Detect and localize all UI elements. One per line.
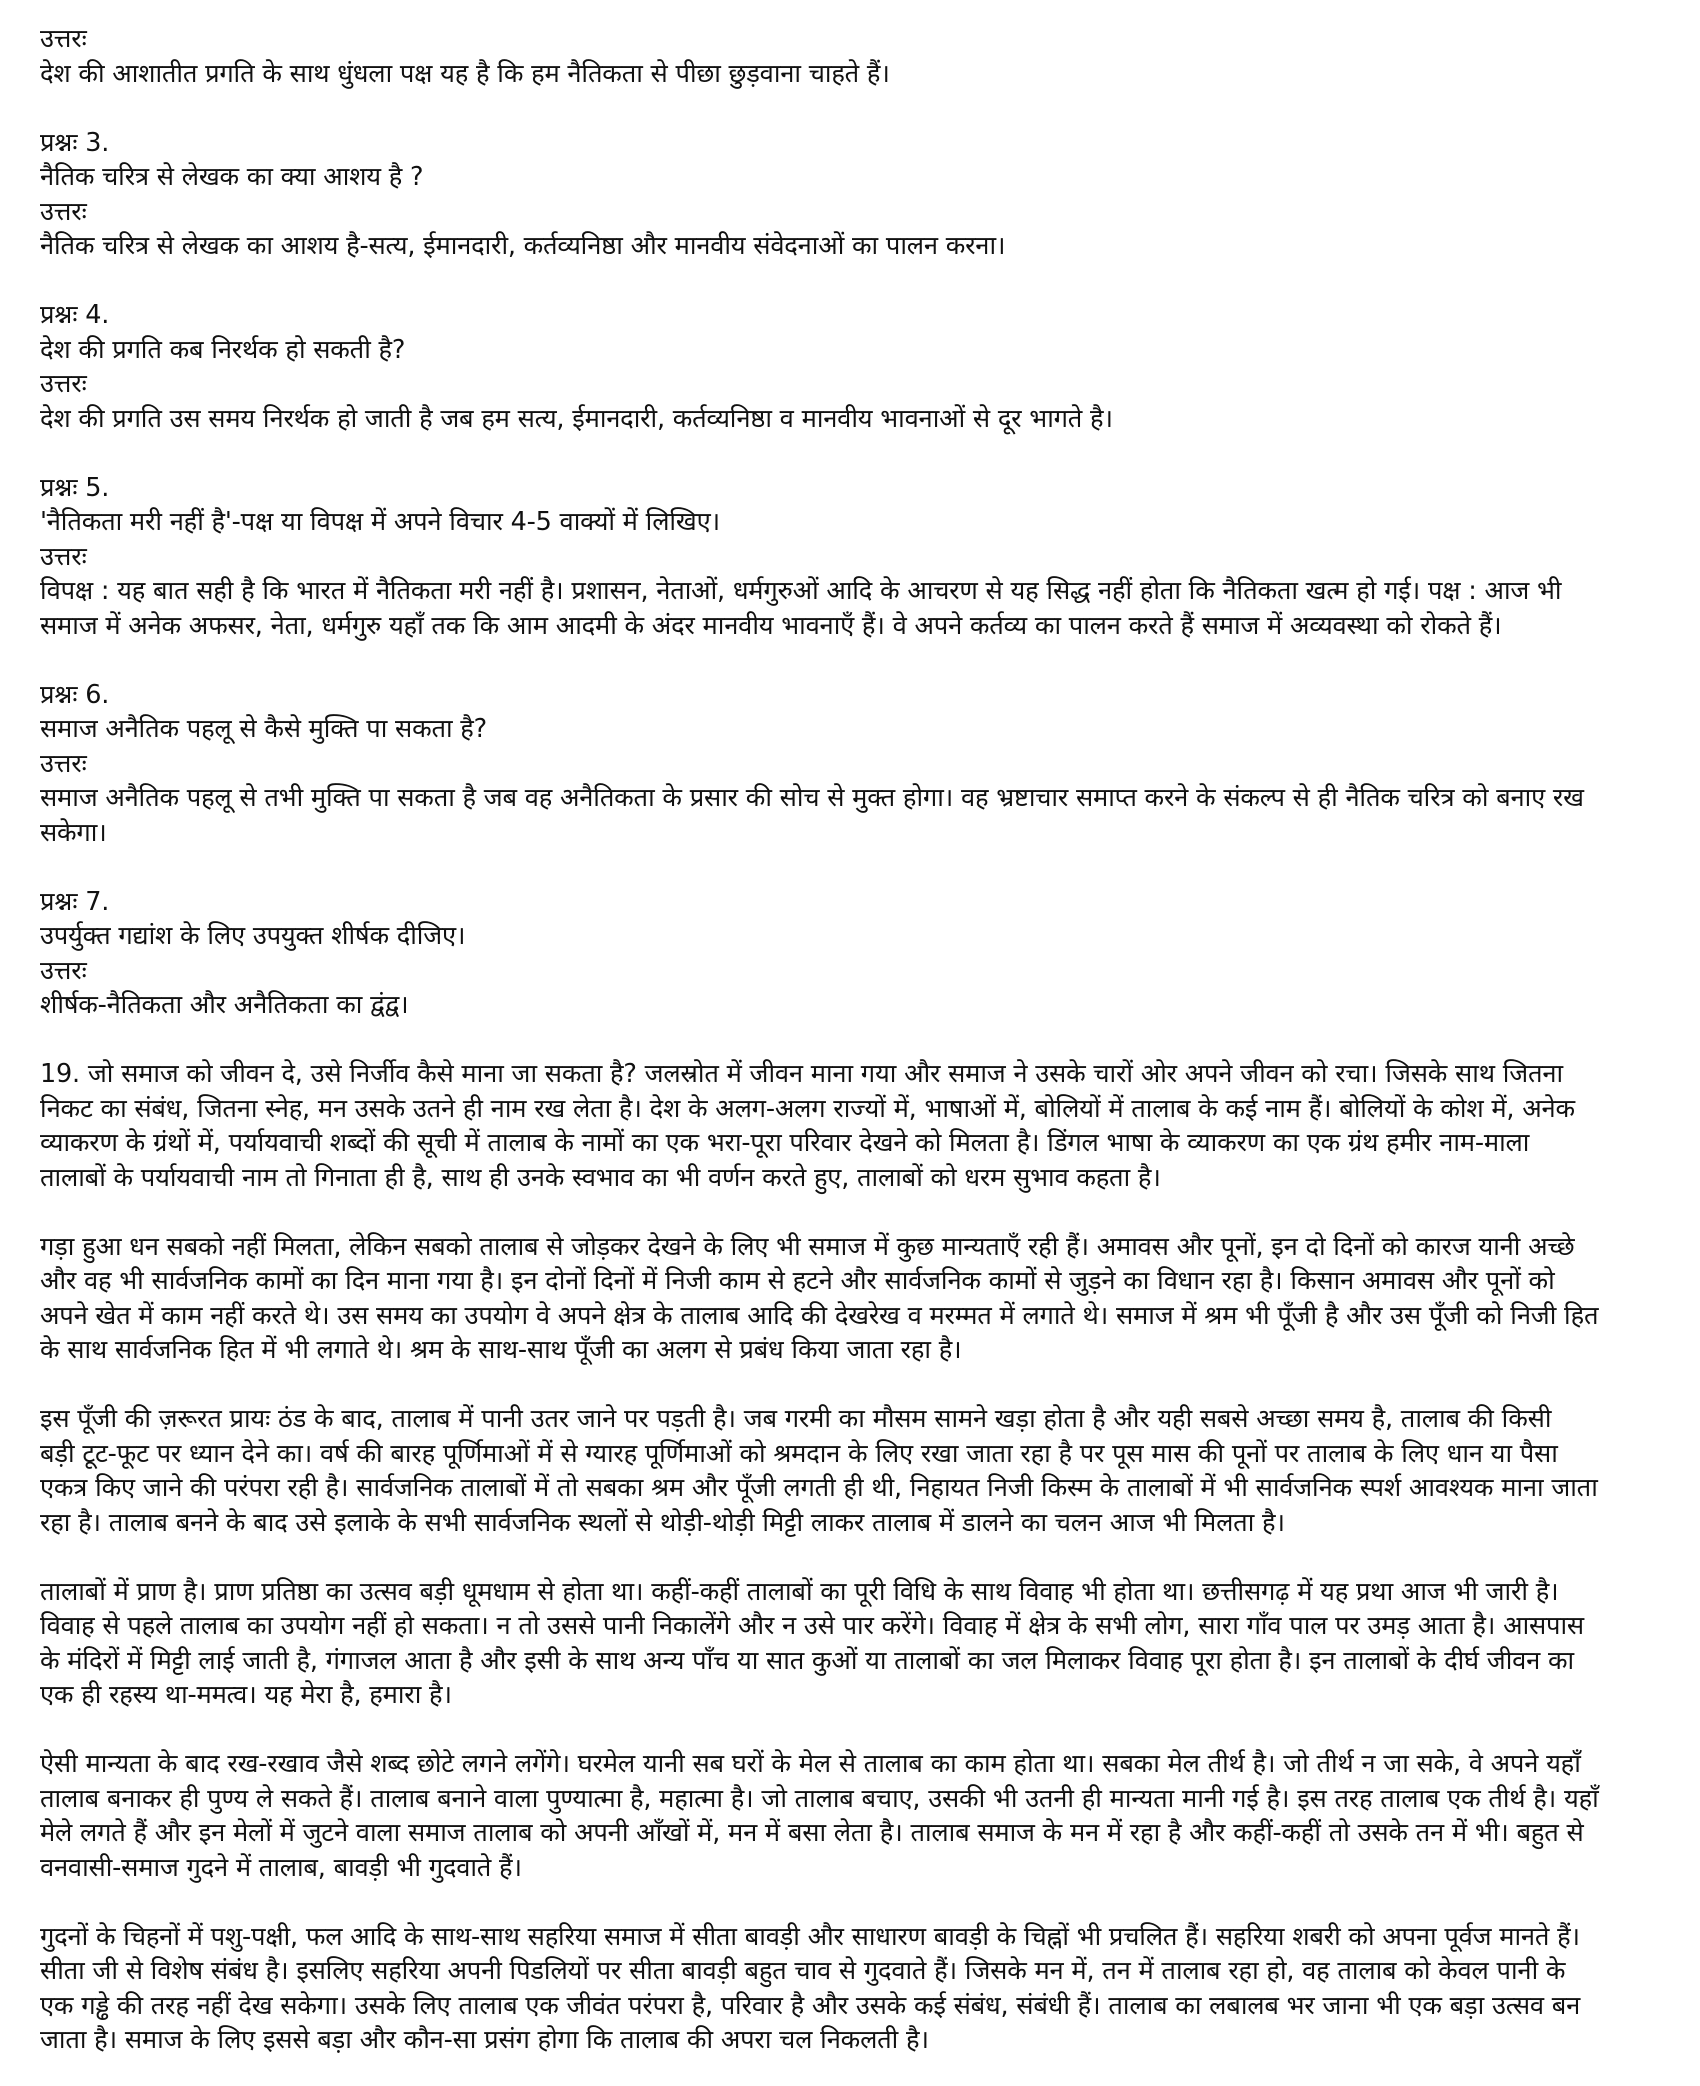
answer-label: उत्तरः <box>40 196 87 227</box>
question-number: प्रश्नः 3. <box>40 127 110 158</box>
paragraph-line: के साथ सार्वजनिक हित में भी लगाते थे। श्रम के साथ-साथ पूँजी का अलग से प्रबंध किया जाता रहा है। <box>40 1335 962 1365</box>
answer-text: समाज में अनेक अफसर, नेता, धर्मगुरु यहाँ तक कि आम आदमी के अंदर मानवीय भावनाएँ हैं। वे अपने कर्तव्य का पालन करते हैं समाज में अव्यवस्था को रोकते हैं। <box>40 610 1502 641</box>
paragraph-line: मेले लगते हैं और इन मेलों में जुटने वाला समाज तालाब को अपनी आँखों में, मन में बसा लेता है। तालाब समाज के मन में रहा है और कहीं-कहीं तो उसके तन में भी। बहुत से <box>40 1818 1584 1848</box>
paragraph-line: तालाब बनाकर ही पुण्य ले सकते हैं। तालाब बनाने वाला पुण्यात्मा है, महात्मा है। जो तालाब बचाए, उसकी भी उतनी ही मान्यता मानी गई है। इस तरह तालाब एक तीर्थ है। यहाँ <box>40 1783 1599 1814</box>
passage-paragraph-4 <box>40 1575 1652 1713</box>
answer-text: देश की प्रगति उस समय निरर्थक हो जाती है जब हम सत्य, ईमानदारी, कर्तव्यनिष्ठा व मानवीय भावनाओं से दूर भागते है। <box>40 403 1113 434</box>
answer-label: उत्तरः <box>40 24 87 54</box>
paragraph-line: 19. जो समाज को जीवन दे, उसे निर्जीव कैसे माना जा सकता है? जलस्रोत में जीवन माना गया और समाज ने उसके चारों ओर अपने जीवन को रचा। जिसके साथ जितना <box>40 1059 1563 1089</box>
paragraph-line: बड़ी टूट-फूट पर ध्यान देने का। वर्ष की बारह पूर्णिमाओं में से ग्यारह पूर्णिमाओं को श्रमदान के लिए रखा जाता रहा है पर पूस मास की पूनों पर तालाब के लिए धान या पैसा <box>40 1438 1558 1469</box>
question-number: प्रश्नः 5. <box>40 472 110 503</box>
paragraph-line: निकट का संबंध, जितना स्नेह, मन उसके उतने ही नाम रख लेता है। देश के अलग-अलग राज्यों में, भाषाओं में, बोलियों में तालाब के कई नाम हैं। बोलियों के कोश में, अनेक <box>40 1093 1575 1124</box>
paragraph-line: व्याकरण के ग्रंथों में, पर्यायवाची शब्दों की सूची में तालाब के नामों का एक भरा-पूरा परिवार देखने को मिलता है। डिंगल भाषा के व्याकरण का एक ग्रंथ हमीर नाम-माला <box>40 1128 1530 1158</box>
paragraph-line: वनवासी-समाज गुदने में तालाब, बावड़ी भी गुदवाते हैं। <box>40 1852 522 1883</box>
answer-label: उत्तरः <box>40 541 87 572</box>
paragraph-line: सीता जी से विशेष संबंध है। इसलिए सहरिया अपनी पिडलियों पर सीता बावड़ी बहुत चाव से गुदवाते हैं। जिसके मन में, तन में तालाब रहा हो, वह तालाब को केवल पानी के <box>40 1956 1566 1986</box>
passage-paragraph-1 <box>40 1057 1652 1195</box>
paragraph-line: अपने खेत में काम नहीं करते थे। उस समय का उपयोग वे अपने क्षेत्र के तालाब आदि की देखरेख व मरम्मत में लगाते थे। समाज में श्रम भी पूँजी है और उस पूँजी को निजी हित <box>40 1300 1599 1331</box>
paragraph-line: रहा है। तालाब बनने के बाद उसे इलाके के सभी सार्वजनिक स्थलों से थोड़ी-थोड़ी मिट्टी लाकर तालाब में डालने का चलन आज भी मिलता है। <box>40 1507 1285 1538</box>
paragraph-line: एकत्र किए जाने की परंपरा रही है। सार्वजनिक तालाबों में तो सबका श्रम और पूँजी लगती ही थी, निहायत निजी किस्म के तालाबों में भी सार्वजनिक स्पर्श आवश्यक माना जाता <box>40 1473 1598 1503</box>
paragraph-line: के मंदिरों में मिट्टी लाई जाती है, गंगाजल आता है और इसी के साथ अन्य पाँच या सात कुओं या तालाबों का जल मिलाकर विवाह पूरा होता है। इन तालाबों के दीर्घ जीवन का <box>40 1645 1574 1676</box>
question-block-4 <box>40 298 1652 436</box>
question-block-7 <box>40 885 1652 1023</box>
answer-label: उत्तरः <box>40 369 87 399</box>
answer-label: उत्तरः <box>40 955 87 986</box>
question-block-5 <box>40 471 1652 644</box>
answer-label: उत्तरः <box>40 748 87 779</box>
answer-text: सकेगा। <box>40 817 107 848</box>
answer-text: विपक्ष : यह बात सही है कि भारत में नैतिकता मरी नहीं है। प्रशासन, नेताओं, धर्मगुरुओं आदि के आचरण से यह सिद्ध नहीं होता कि नैतिकता खत्म हो गई। पक्ष : आज भी <box>40 576 1562 606</box>
paragraph-line: इस पूँजी की ज़रूरत प्रायः ठंड के बाद, तालाब में पानी उतर जाने पर पड़ती है। जब गरमी का मौसम सामने खड़ा होता है और यही सबसे अच्छा समय है, तालाब की किसी <box>40 1404 1552 1434</box>
question-text: देश की प्रगति कब निरर्थक हो सकती है? <box>40 334 406 365</box>
paragraph-line: तालाबों के पर्यायवाची नाम तो गिनाता ही है, साथ ही उनके स्वभाव का भी वर्णन करते हुए, तालाबों को धरम सुभाव कहता है। <box>40 1162 1161 1193</box>
question-text: 'नैतिकता मरी नहीं है'-पक्ष या विपक्ष में अपने विचार 4-5 वाक्यों में लिखिए। <box>40 507 720 537</box>
question-text: नैतिक चरित्र से लेखक का क्या आशय है ? <box>40 162 424 192</box>
passage-paragraph-6 <box>40 1920 1652 2058</box>
paragraph-line: ऐसी मान्यता के बाद रख-रखाव जैसे शब्द छोटे लगने लगेंगे। घरमेल यानी सब घरों के मेल से तालाब का काम होता था। सबका मेल तीर्थ है। जो तीर्थ न जा सके, वे अपने यहाँ <box>40 1749 1581 1779</box>
passage-paragraph-5 <box>40 1747 1652 1885</box>
paragraph-line: और वह भी सार्वजनिक कामों का दिन माना गया है। इन दोनों दिनों में निजी काम से हटने और सार्वजनिक कामों से जुड़ने का विधान रहा है। किसान अमावस और पूनों को <box>40 1266 1555 1296</box>
paragraph-line: गुदनों के चिहनों में पशु-पक्षी, फल आदि के साथ-साथ सहरिया समाज में सीता बावड़ी और साधारण बावड़ी के चिह्नों भी प्रचलित हैं। सहरिया शबरी को अपना पूर्वज मानते हैं। <box>40 1921 1580 1952</box>
question-block-6 <box>40 678 1652 851</box>
question-text: समाज अनैतिक पहलू से कैसे मुक्ति पा सकता है? <box>40 714 487 744</box>
question-number: प्रश्नः 7. <box>40 886 110 917</box>
paragraph-line: एक ही रहस्य था-ममत्व। यह मेरा है, हमारा है। <box>40 1680 452 1710</box>
paragraph-line: विवाह से पहले तालाब का उपयोग नहीं हो सकता। न तो उससे पानी निकालेंगे और न उसे पार करेंगे। विवाह में क्षेत्र के सभी लोग, सारा गाँव पाल पर उमड़ आता है। आसपास <box>40 1611 1584 1641</box>
paragraph-line: तालाबों में प्राण है। प्राण प्रतिष्ठा का उत्सव बड़ी धूमधाम से होता था। कहीं-कहीं तालाबों का पूरी विधि के साथ विवाह भी होता था। छत्तीसगढ़ में यह प्रथा आज भी जारी है। <box>40 1576 1559 1607</box>
intro-answer-block <box>40 22 1652 91</box>
paragraph-line: एक गड्ढे की तरह नहीं देख सकेगा। उसके लिए तालाब एक जीवंत परंपरा है, परिवार है और उसके कई संबंध, संबंधी हैं। तालाब का लबालब भर जाना भी एक बड़ा उत्सव बन <box>40 1990 1581 2021</box>
paragraph-line: जाता है। समाज के लिए इससे बड़ा और कौन-सा प्रसंग होगा कि तालाब की अपरा चल निकलती है। <box>40 2025 929 2055</box>
paragraph-line: गड़ा हुआ धन सबको नहीं मिलता, लेकिन सबको तालाब से जोड़कर देखने के लिए भी समाज में कुछ मान्यताएँ रही हैं। अमावस और पूनों, इन दो दिनों को कारज यानी अच्छे <box>40 1231 1575 1262</box>
passage-paragraph-2 <box>40 1230 1652 1368</box>
answer-text: शीर्षक-नैतिकता और अनैतिकता का द्वंद्व। <box>40 990 409 1020</box>
answer-text: नैतिक चरित्र से लेखक का आशय है-सत्य, ईमानदारी, कर्तव्यनिष्ठा और मानवीय संवेदनाओं का पालन करना। <box>40 231 1006 261</box>
passage-paragraph-3 <box>40 1402 1652 1540</box>
question-number: प्रश्नः 4. <box>40 300 110 330</box>
answer-text: देश की आशातीत प्रगति के साथ धुंधला पक्ष यह है कि हम नैतिकता से पीछा छुड़वाना चाहते हैं। <box>40 58 890 89</box>
question-block-3 <box>40 126 1652 264</box>
answer-text: समाज अनैतिक पहलू से तभी मुक्ति पा सकता है जब वह अनैतिकता के प्रसार की सोच से मुक्त होगा। वह भ्रष्टाचार समाप्त करने के संकल्प से ही नैतिक चरित्र को बनाए रख <box>40 783 1584 813</box>
question-number: प्रश्नः 6. <box>40 679 110 710</box>
question-text: उपर्युक्त गद्यांश के लिए उपयुक्त शीर्षक दीजिए। <box>40 921 466 951</box>
